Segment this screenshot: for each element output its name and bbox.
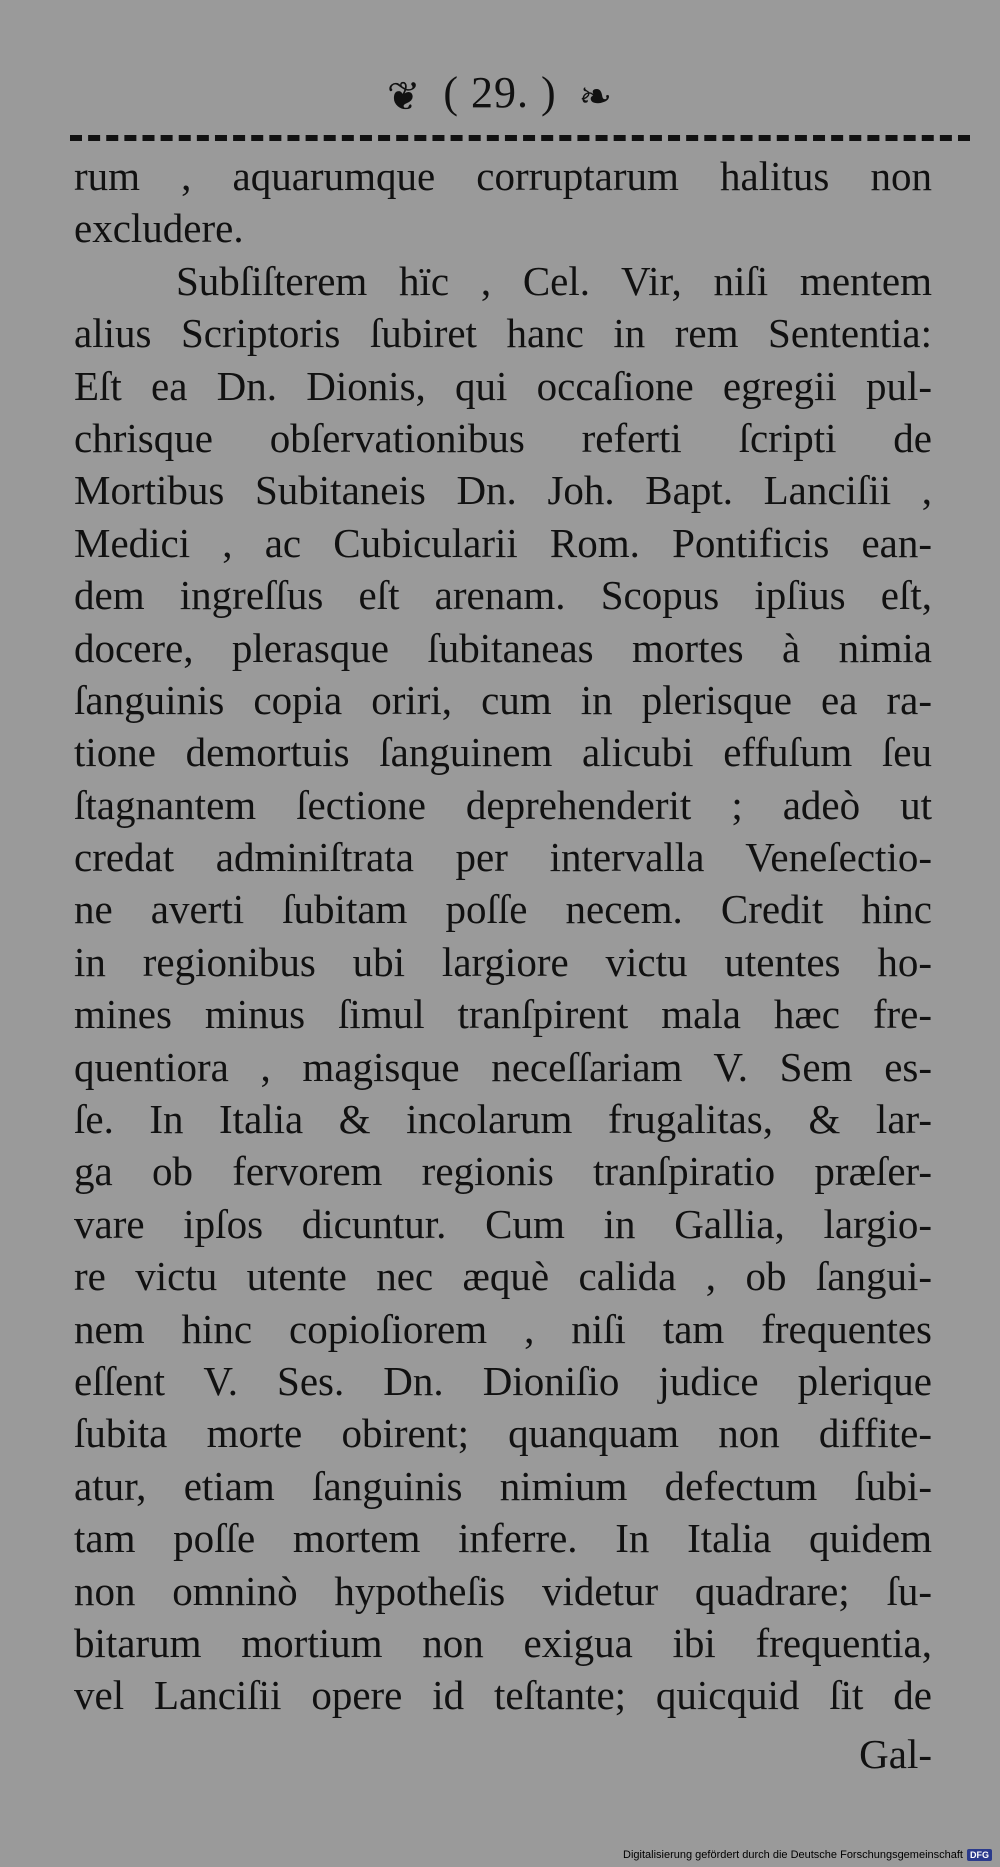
text-line: re victu utente nec æquè calida , ob ſangui- [74,1253,932,1300]
text-line: dem ingreſſus eſt arenam. Scopus ipſius eſt, [74,572,932,619]
page-header [0,68,1000,122]
text-line: Eſt ea Dn. Dionis, qui occaſione egregii pul- [74,362,932,409]
text-line: Mortibus Subitaneis Dn. Joh. Bapt. Lanciſii , [74,467,932,514]
text-line: excludere. [74,205,244,252]
text-line: quentiora , magisque neceſſariam V. Sem es- [74,1043,932,1090]
text-line: bitarum mortium non exigua ibi frequentia, [74,1619,932,1666]
text-line: ſe. In Italia & incolarum frugalitas, & lar- [74,1096,932,1143]
text-line: nem hinc copioſiorem , niſi tam frequentes [74,1305,932,1352]
catchword: Gal- [859,1731,932,1777]
text-line: Medici , ac Cubicularii Rom. Pontificis ean- [74,519,932,566]
text-line: ſubita morte obirent; quanquam non diffite- [74,1410,932,1457]
text-line: vel Lanciſii opere id teſtante; quicquid ſit de [74,1672,932,1719]
text-line: Subſiſterem hïc , Cel. Vir, niſi mentem [176,257,932,304]
text-line: atur, etiam ſanguinis nimium defectum ſubi- [74,1462,932,1509]
page-number: ( 29. ) [443,68,557,117]
text-line: eſſent V. Ses. Dn. Dioniſio judice plerique [74,1357,932,1404]
text-line: tam poſſe mortem inferre. In Italia quidem [74,1515,932,1562]
text-line: ne averti ſubitam poſſe necem. Credit hinc [74,886,932,933]
credit-text: Digitalisierung gefördert durch die Deutsche Forschungsgemeinschaft [623,1849,963,1861]
text-line: ſtagnantem ſectione deprehenderit ; adeò ut [74,781,932,828]
text-line: rum , aquarumque corruptarum halitus non [74,153,932,199]
text-line: tione demortuis ſanguinem alicubi effuſum ſeu [74,729,932,776]
text-line: ſanguinis copia oriri, cum in plerisque ea ra- [74,676,932,723]
dfg-logo: DFG [967,1849,992,1861]
text-line: in regionibus ubi largiore victu utentes ho- [74,938,932,985]
body-text [74,150,932,1722]
text-line: credat adminiſtrata per intervalla Veneſectio- [74,834,932,881]
text-line: non omninò hypotheſis videtur quadrare; ſu- [74,1567,932,1614]
text-line: chrisque obſervationibus referti ſcripti de [74,414,932,461]
text-line: ga ob fervorem regionis tranſpiratio præſer- [74,1148,932,1195]
header-rule [70,135,970,141]
ornament-left-icon: ❦ [386,73,422,119]
text-line: alius Scriptoris ſubiret hanc in rem Sententia: [74,310,932,357]
text-line: mines minus ſimul tranſpirent mala hæc fre- [74,991,932,1038]
ornament-right-icon: ❧ [578,73,614,119]
text-line: vare ipſos dicuntur. Cum in Gallia, largio- [74,1200,932,1247]
text-line: docere, plerasque ſubitaneas mortes à nimia [74,624,932,671]
digitization-credit [623,1849,992,1861]
